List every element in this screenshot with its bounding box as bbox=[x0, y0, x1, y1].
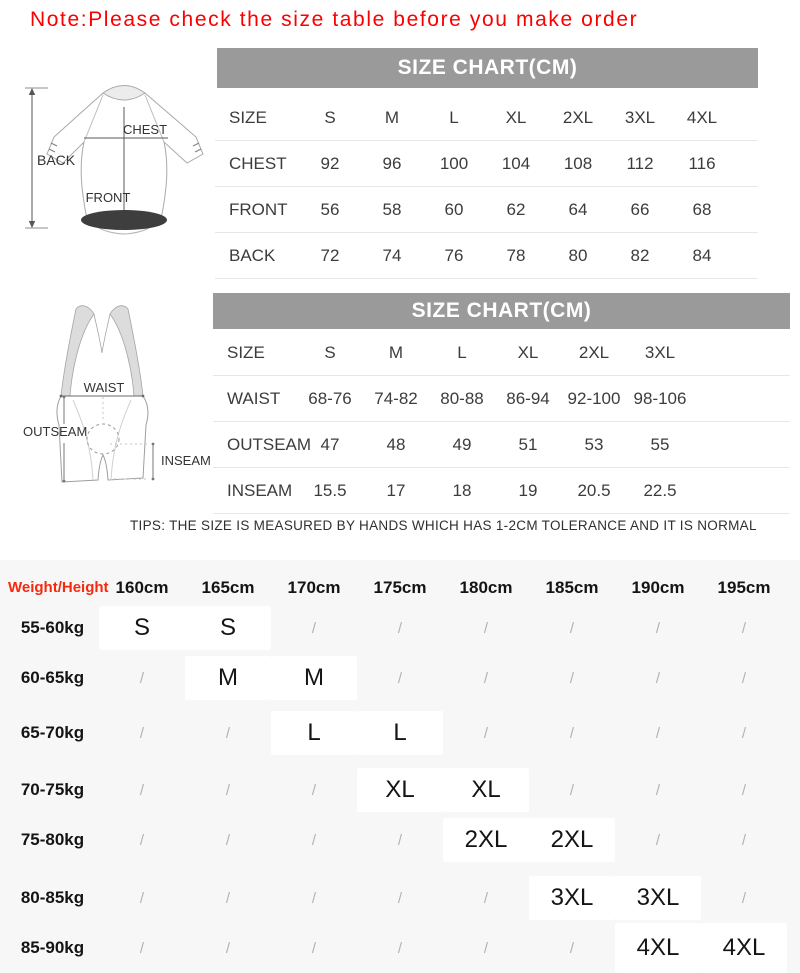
matrix-cell: / bbox=[311, 939, 317, 957]
header-cell: SIZE bbox=[227, 342, 265, 362]
row-label: CHEST bbox=[229, 153, 287, 173]
matrix-cell: / bbox=[397, 619, 403, 637]
table-cell: 68 bbox=[692, 199, 712, 219]
table-cell: 64 bbox=[568, 199, 588, 219]
table-row bbox=[213, 422, 790, 468]
matrix-cell: / bbox=[225, 781, 231, 799]
table-cell: 53 bbox=[584, 434, 604, 454]
weight-label: 85-90kg bbox=[20, 938, 85, 957]
matrix-row bbox=[0, 656, 787, 700]
header-cell: XL bbox=[517, 342, 539, 362]
matrix-row bbox=[0, 606, 787, 650]
table-cell: 76 bbox=[444, 245, 464, 265]
matrix-cell: / bbox=[741, 669, 747, 687]
table-cell: 18 bbox=[452, 480, 472, 500]
tips-note: TIPS: THE SIZE IS MEASURED BY HANDS WHICH HAS 1-2CM TOLERANCE AND IT IS NORMAL bbox=[130, 518, 757, 533]
row-label: BACK bbox=[229, 245, 276, 265]
weight-label: 75-80kg bbox=[20, 830, 85, 849]
table-cell: 96 bbox=[382, 153, 402, 173]
matrix-cell: / bbox=[655, 619, 661, 637]
table-cell: 98-106 bbox=[633, 388, 687, 408]
matrix-cell: / bbox=[139, 889, 145, 907]
back-dim-arrow-bottom bbox=[29, 221, 35, 228]
matrix-cell: / bbox=[655, 669, 661, 687]
matrix-cell: / bbox=[225, 889, 231, 907]
height-header: 190cm bbox=[631, 578, 685, 597]
waist-label: WAIST bbox=[83, 380, 125, 395]
jersey-size-table bbox=[215, 95, 758, 279]
height-header: 195cm bbox=[717, 578, 771, 597]
matrix-cell: / bbox=[655, 831, 661, 849]
matrix-cell: / bbox=[311, 781, 317, 799]
jersey-hem bbox=[81, 210, 167, 230]
matrix-cell: / bbox=[741, 619, 747, 637]
header-cell: 2XL bbox=[578, 342, 610, 362]
matrix-cell: / bbox=[569, 939, 575, 957]
matrix-cell: XL bbox=[357, 768, 443, 812]
matrix-cell: / bbox=[397, 669, 403, 687]
matrix-cell: 3XL bbox=[615, 876, 701, 920]
jersey-diagram bbox=[18, 80, 218, 240]
matrix-cell: / bbox=[139, 669, 145, 687]
table-row bbox=[215, 233, 758, 279]
matrix-cell: / bbox=[483, 939, 489, 957]
table-cell: 104 bbox=[501, 153, 531, 173]
matrix-cell: / bbox=[311, 889, 317, 907]
header-cell: XL bbox=[505, 107, 527, 127]
matrix-cell: / bbox=[655, 781, 661, 799]
table-cell: 80-88 bbox=[440, 388, 484, 408]
header-cell: S bbox=[324, 107, 336, 127]
weight-label: 55-60kg bbox=[20, 618, 85, 637]
matrix-row bbox=[0, 923, 787, 973]
matrix-cell: / bbox=[741, 889, 747, 907]
row-label: INSEAM bbox=[227, 480, 293, 500]
table-cell: 48 bbox=[386, 434, 406, 454]
note-heading: Note:Please check the size table before you make order bbox=[30, 8, 639, 31]
matrix-cell: / bbox=[139, 939, 145, 957]
table-cell: 100 bbox=[439, 153, 469, 173]
matrix-cell: / bbox=[311, 831, 317, 849]
matrix-cell: 4XL bbox=[615, 923, 701, 973]
table-cell: 60 bbox=[444, 199, 464, 219]
header-cell: 3XL bbox=[644, 342, 676, 362]
table-row bbox=[213, 468, 790, 514]
matrix-cell: / bbox=[569, 781, 575, 799]
matrix-cell: / bbox=[397, 889, 403, 907]
header-cell: 4XL bbox=[686, 107, 718, 127]
inseam-label: INSEAM bbox=[161, 453, 211, 468]
table-row bbox=[215, 141, 758, 187]
matrix-cell: / bbox=[139, 831, 145, 849]
matrix-cell: / bbox=[397, 831, 403, 849]
height-header: 160cm bbox=[115, 578, 169, 597]
table-cell: 15.5 bbox=[313, 480, 347, 500]
matrix-cell: / bbox=[483, 619, 489, 637]
matrix-cell: S bbox=[99, 606, 185, 650]
matrix-row bbox=[0, 818, 787, 862]
header-cell: S bbox=[324, 342, 336, 362]
matrix-cell: / bbox=[569, 724, 575, 742]
matrix-cell: / bbox=[483, 889, 489, 907]
header-cell: SIZE bbox=[229, 107, 267, 127]
matrix-row bbox=[0, 711, 787, 755]
header-cell: 2XL bbox=[562, 107, 594, 127]
table-cell: 84 bbox=[692, 245, 712, 265]
matrix-cell: 2XL bbox=[443, 818, 529, 862]
matrix-cell: XL bbox=[443, 768, 529, 812]
back-label: BACK bbox=[37, 152, 76, 168]
table-cell: 80 bbox=[568, 245, 588, 265]
matrix-cell: / bbox=[569, 669, 575, 687]
matrix-cell: / bbox=[397, 939, 403, 957]
matrix-cell: / bbox=[569, 619, 575, 637]
matrix-cell: 4XL bbox=[701, 923, 787, 973]
header-cell: 3XL bbox=[624, 107, 656, 127]
matrix-cell: / bbox=[741, 781, 747, 799]
matrix-corner-label: Weight/Height bbox=[8, 579, 109, 596]
matrix-cell: / bbox=[741, 724, 747, 742]
weight-label: 60-65kg bbox=[20, 668, 85, 687]
matrix-cell: / bbox=[225, 939, 231, 957]
table-cell: 51 bbox=[518, 434, 538, 454]
table-cell: 58 bbox=[382, 199, 402, 219]
header-cell: L bbox=[457, 342, 467, 362]
matrix-cell: / bbox=[741, 831, 747, 849]
table-row bbox=[213, 376, 790, 422]
table-cell: 66 bbox=[630, 199, 650, 219]
table-cell: 92-100 bbox=[567, 388, 621, 408]
matrix-cell: M bbox=[185, 656, 271, 700]
row-label: WAIST bbox=[227, 388, 281, 408]
table-cell: 56 bbox=[320, 199, 340, 219]
table-cell: 68-76 bbox=[308, 388, 352, 408]
table-cell: 78 bbox=[506, 245, 526, 265]
table-row bbox=[215, 187, 758, 233]
matrix-cell: L bbox=[271, 711, 357, 755]
row-label: OUTSEAM bbox=[227, 434, 312, 454]
matrix-cell: / bbox=[311, 619, 317, 637]
shorts-size-table bbox=[213, 330, 790, 514]
outseam-label: OUTSEAM bbox=[23, 424, 88, 439]
matrix-cell: / bbox=[483, 669, 489, 687]
header-cell: M bbox=[384, 107, 400, 127]
matrix-cell: / bbox=[225, 831, 231, 849]
height-header: 180cm bbox=[459, 578, 513, 597]
table-header-row bbox=[215, 95, 758, 141]
shorts-size-chart-title: SIZE CHART(CM) bbox=[213, 293, 790, 329]
table-cell: 108 bbox=[563, 153, 593, 173]
front-label: FRONT bbox=[85, 190, 131, 205]
table-cell: 55 bbox=[650, 434, 670, 454]
matrix-row bbox=[0, 768, 787, 812]
weight-label: 80-85kg bbox=[20, 888, 85, 907]
table-cell: 22.5 bbox=[643, 480, 677, 500]
matrix-cell: S bbox=[185, 606, 271, 650]
table-cell: 116 bbox=[688, 153, 716, 173]
chamois-pad bbox=[87, 424, 119, 454]
matrix-cell: M bbox=[271, 656, 357, 700]
matrix-row bbox=[0, 876, 787, 920]
bib-shorts-diagram bbox=[15, 293, 215, 498]
matrix-cell: / bbox=[225, 724, 231, 742]
height-header: 165cm bbox=[201, 578, 255, 597]
height-header: 170cm bbox=[287, 578, 341, 597]
table-cell: 74 bbox=[382, 245, 402, 265]
weight-label: 70-75kg bbox=[20, 780, 85, 799]
table-cell: 19 bbox=[518, 480, 538, 500]
matrix-cell: / bbox=[139, 781, 145, 799]
shorts-outline bbox=[57, 396, 148, 482]
table-cell: 92 bbox=[320, 153, 340, 173]
table-header-row bbox=[213, 330, 790, 376]
back-dim-arrow-top bbox=[29, 88, 35, 95]
chest-label: CHEST bbox=[122, 122, 168, 137]
header-cell: L bbox=[449, 107, 459, 127]
table-cell: 20.5 bbox=[577, 480, 611, 500]
weight-label: 65-70kg bbox=[20, 723, 85, 742]
table-cell: 74-82 bbox=[374, 388, 418, 408]
row-label: FRONT bbox=[229, 199, 288, 219]
height-header: 175cm bbox=[373, 578, 427, 597]
table-cell: 49 bbox=[452, 434, 472, 454]
jersey-size-chart-title: SIZE CHART(CM) bbox=[217, 48, 758, 88]
matrix-cell: 3XL bbox=[529, 876, 615, 920]
table-cell: 62 bbox=[506, 199, 526, 219]
matrix-cell: 2XL bbox=[529, 818, 615, 862]
matrix-cell: / bbox=[655, 724, 661, 742]
header-cell: M bbox=[388, 342, 404, 362]
table-cell: 72 bbox=[320, 245, 340, 265]
matrix-header-row bbox=[0, 574, 787, 602]
table-cell: 47 bbox=[320, 434, 340, 454]
table-cell: 82 bbox=[630, 245, 650, 265]
table-cell: 17 bbox=[386, 480, 406, 500]
table-cell: 112 bbox=[626, 153, 654, 173]
table-cell: 86-94 bbox=[506, 388, 550, 408]
height-header: 185cm bbox=[545, 578, 599, 597]
matrix-cell: / bbox=[139, 724, 145, 742]
matrix-cell: L bbox=[357, 711, 443, 755]
matrix-cell: / bbox=[483, 724, 489, 742]
